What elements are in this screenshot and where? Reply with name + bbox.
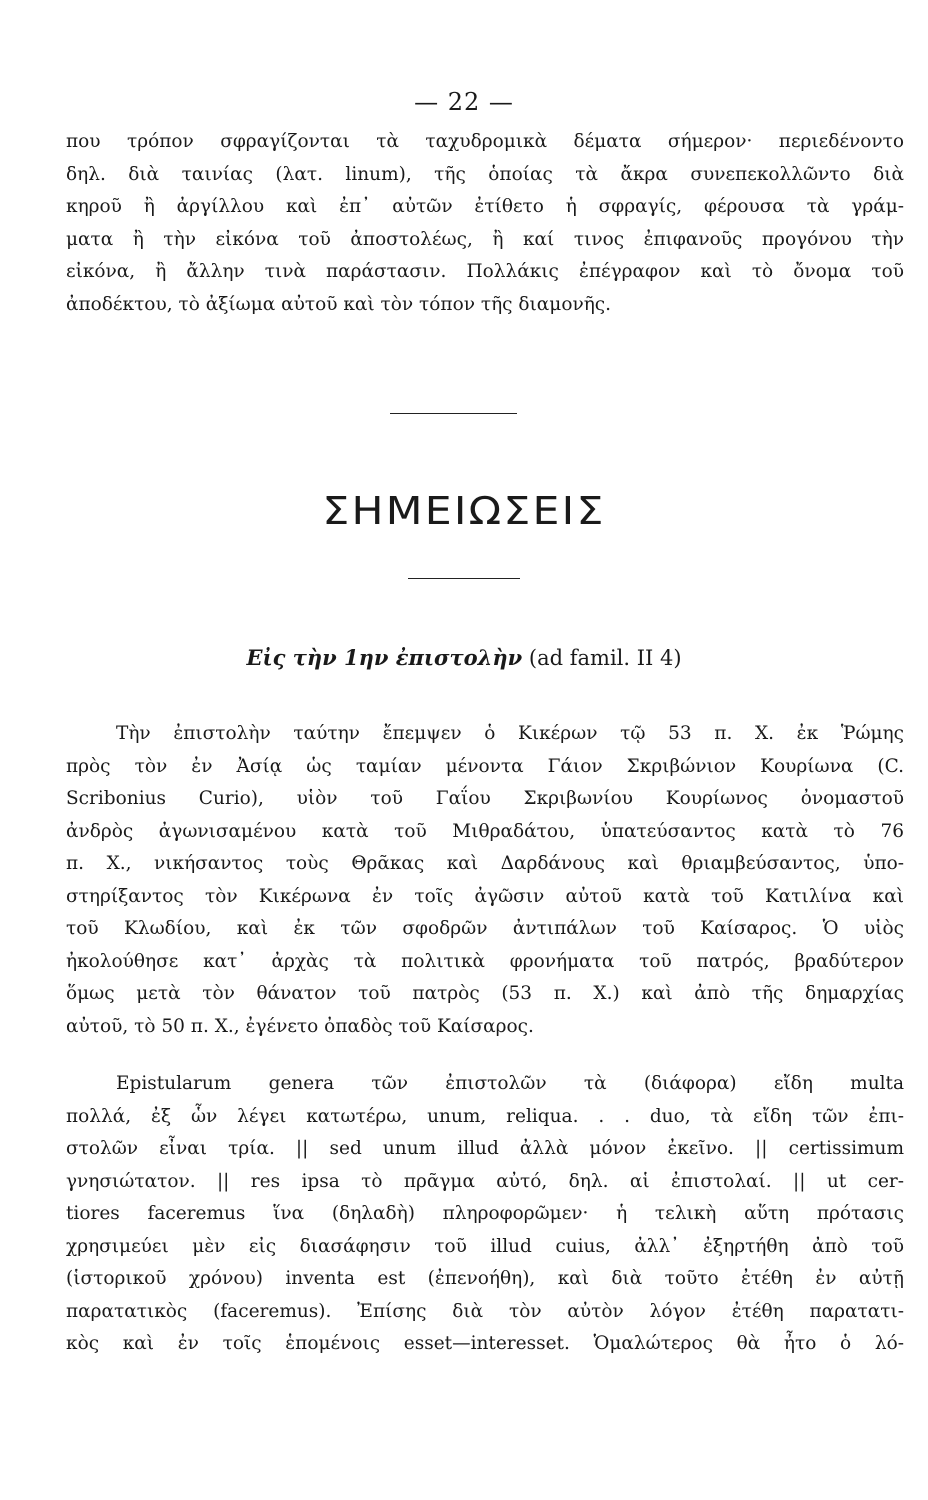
text-line: ἀνδρὸς ἀγωνισαμένου κατὰ τοῦ Μιθραδάτου, ὑπατεύσαντος κατὰ τὸ 76 xyxy=(66,820,904,842)
section-heading: ΣΗΜΕΙΩΣΕΙΣ xyxy=(322,489,606,533)
text-line: ἠκολούθησε κατ᾽ ἀρχὰς τὰ πολιτικὰ φρονήματα τοῦ πατρός, βραδύτερον xyxy=(66,950,904,972)
text-line: ὅμως μετὰ τὸν θάνατον τοῦ πατρὸς (53 π. Χ.) καὶ ἀπὸ τῆς δημαρχίας xyxy=(66,983,904,1004)
text-line: tiores faceremus ἵνα (δηλαδὴ) πληροφορῶμεν· ἡ τελικὴ αὕτη πρότασις xyxy=(66,1203,904,1224)
text-line: κηροῦ ἢ ἀργίλλου καὶ ἐπ᾽ αὐτῶν ἐτίθετο ἡ σφραγίς, φέρουσα τὰ γράμ- xyxy=(66,196,904,217)
text-line: που τρόπον σφραγίζονται τὰ ταχυδρομικὰ δέματα σήμερον· περιεδένοντο xyxy=(66,131,904,152)
text-line: δηλ. διὰ ταινίας (λατ. linum), τῆς ὁποίας τὰ ἄκρα συνεπεκολλῶντο διὰ xyxy=(66,163,904,185)
text-line: γνησιώτατον. || res ipsa τὸ πρᾶγμα αὐτό, δηλ. αἱ ἐπιστολαί. || ut cer- xyxy=(66,1170,904,1192)
text-line: ἀποδέκτου, τὸ ἀξίωμα αὐτοῦ καὶ τὸν τόπον τῆς διαμονῆς. xyxy=(66,293,612,315)
text-line: (ἱστορικοῦ χρόνου) inventa est (ἐπενοήθη), καὶ διὰ τοῦτο ἐτέθη ἐν αὐτῇ xyxy=(66,1268,904,1289)
page-number: — 22 — xyxy=(414,88,514,116)
text-line: στηρίξαντος τὸν Κικέρωνα ἐν τοῖς ἀγῶσιν αὐτοῦ κατὰ τοῦ Κατιλίνα καὶ xyxy=(66,885,904,907)
text-line: στολῶν εἶναι τρία. || sed unum illud ἀλλὰ μόνον ἐκεῖνο. || certissimum xyxy=(66,1138,904,1159)
paragraph-letter-notes xyxy=(66,718,904,1043)
text-line: ματα ἢ τὴν εἰκόνα τοῦ ἀποστολέως, ἢ καί τινος ἐπιφανοῦς προγόνου τὴν xyxy=(66,228,904,250)
subheading xyxy=(0,645,928,670)
paragraph-epistularum xyxy=(66,1068,904,1361)
divider-rule xyxy=(408,578,520,579)
text-line: κὸς καὶ ἐν τοῖς ἑπομένοις esset—interesset. Ὁμαλώτερος θὰ ἦτο ὁ λό- xyxy=(66,1333,904,1354)
text-line: χρησιμεύει μὲν εἰς διασάφησιν τοῦ illud cuius, ἀλλ᾽ ἐξηρτήθη ἀπὸ τοῦ xyxy=(66,1235,904,1257)
text-line: αὐτοῦ, τὸ 50 π. Χ., ἐγένετο ὀπαδὸς τοῦ Καίσαρος. xyxy=(66,1015,534,1037)
text-line: εἰκόνα, ἢ ἄλλην τινὰ παράστασιν. Πολλάκις ἐπέγραφον καὶ τὸ ὄνομα τοῦ xyxy=(66,261,904,282)
text-line: Scribonius Curio), υἱὸν τοῦ Γαΐου Σκριβωνίου Κουρίωνος ὀνομαστοῦ xyxy=(66,788,904,809)
paragraph-seal-description xyxy=(66,126,904,321)
text-line: παρατατικὸς (faceremus). Ἐπίσης διὰ τὸν αὐτὸν λόγον ἐτέθη παρατατι- xyxy=(66,1300,904,1322)
text-line: πολλά, ἐξ ὧν λέγει κατωτέρω, unum, reliqua. . . duo, τὰ εἴδη τῶν ἐπι- xyxy=(66,1105,904,1127)
text-line: Epistularum genera τῶν ἐπιστολῶν τὰ (διάφορα) εἴδη multa xyxy=(116,1073,904,1094)
text-line: Τὴν ἐπιστολὴν ταύτην ἔπεμψεν ὁ Κικέρων τῷ 53 π. Χ. ἐκ Ῥώμης xyxy=(116,723,904,744)
text-line: π. Χ., νικήσαντος τοὺς Θρᾶκας καὶ Δαρδάνους καὶ θριαμβεύσαντος, ὑπο- xyxy=(66,853,904,874)
subheading-greek: Εἰς τὴν 1ην ἐπιστολὴν xyxy=(246,645,523,670)
text-line: πρὸς τὸν ἐν Ἀσίᾳ ὡς ταμίαν μένοντα Γάιον Σκριβώνιον Κουρίωνα (C. xyxy=(66,755,904,777)
subheading-latin: (ad famil. II 4) xyxy=(528,646,682,670)
divider-rule xyxy=(390,413,517,414)
text-line: τοῦ Κλωδίου, καὶ ἐκ τῶν σφοδρῶν ἀντιπάλων τοῦ Καίσαρος. Ὁ υἱὸς xyxy=(66,918,904,939)
